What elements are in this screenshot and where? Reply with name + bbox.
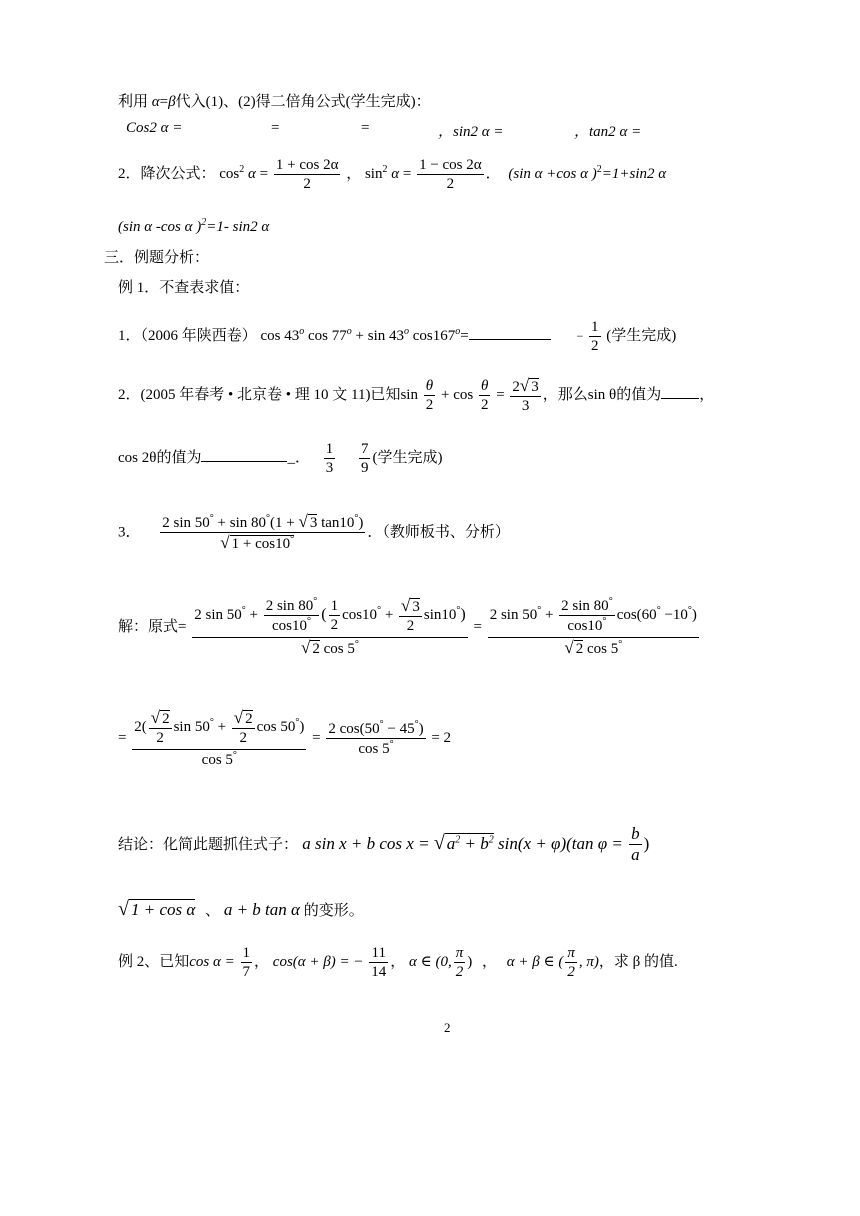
answer-blank[interactable] [469,339,551,340]
solution-step-2: = 2( $\frac{√ 2}{2}$ sin 50° + $\frac{√ 2}{2}$ cos 50°) cos 5° = $\frac{2 \cos(50^\circ - 45^\circ)}{\cos 5^\circ}$ = 2 [118,708,452,769]
answer-blank-cos2[interactable] [201,461,287,462]
solution-step-1: 解：原式= 2 sin 50° + $\frac{2 \sin 80^\circ}{\cos 10^\circ}$ ( $\frac{1}{2}$ cos10° + $\frac{√ 3}{2}$ sin10°) √ 2 cos 5° = 2 sin 50° + $\frac{2 \sin 80^\circ}{\cos 10^\circ}$ cos(60° −10°) √ 2 cos 5° [118,596,697,658]
question-3: 3． $\frac{2 \sin 50^\circ + \sin 80^\circ(1 + √ 3 \tan 10^\circ)}{√ 1 + \cos 10^\circ}$ ．（教师板书、分析） [118,512,510,553]
cos2-fraction: $\frac{1 + \cos 2\alpha}{2}$ [275,157,339,192]
line-double-angle-blanks: Cos2 α = = = ，sin2 α = ，tan2 α = [126,120,642,140]
answer-half-fraction: $\frac{1}{2}$ [591,319,599,354]
line-identity-2: (sin α -cos α )$^2$=1- sin2 α [118,217,270,235]
answer-blank-sin[interactable] [661,398,699,399]
question-2-cont: cos 2θ的值为 _． $\frac{1}{3}$ $\frac{7}{9}$ (学生完成) [118,441,443,476]
line-substitution: 利用 α=β代入(1)、(2)得二倍角公式(学生完成)： [118,94,431,110]
question-2: 2．(2005 年春考 • 北京卷 • 理 10 文 11)已知sin $\frac{\theta}{2}$ + cos $\frac{\theta}{2}$ = $\frac{2√ 3}{3}$ ，那么sin θ的值为 ， [118,376,715,415]
section-heading-examples: 三．例题分析： [104,250,210,266]
q3-expression: $\frac{2 \sin 50^\circ + \sin 80^\circ(1 + √ 3 \tan 10^\circ)}{√ 1 + \cos 10^\circ}$ [162,512,364,553]
solution-fraction-4: $\frac{2 \cos(50^\circ - 45^\circ)}{\cos 5^\circ}$ [328,719,424,758]
solution-fraction-1: 2 sin 50° + $\frac{2 \sin 80^\circ}{\cos 10^\circ}$ ( $\frac{1}{2}$ cos10° + $\frac{√ 3}{2}$ sin10°) √ 2 cos 5° [194,596,466,658]
conclusion-cont: √ 1 + cos α 、 a + b tan α 的变形。 [118,898,364,920]
question-1: 1．（2006 年陕西卷） cos 43$^o$ cos 77$^o$ + sin 43$^o$ $\cos 167^o=$ − $\frac{1}{2}$ (学生完成) [118,319,677,354]
line-power-reduction: 2．降次公式： $\cos^2 \alpha$ = $\frac{1 + \cos 2\alpha}{2}$ ， $\sin^2 \alpha$ = $\frac{1 - \cos 2\alpha}{2}$ ． (sin α +cos α )$^2$=1+sin2 α [118,157,667,192]
conclusion: 结论：化简此题抓住式子： a sin x + b cos x = √ $a^2 + b^2$ sin(x + φ)(tan φ = $\frac{b}{a}$ ) [118,824,650,865]
example-1-heading: 例 1．不查表求值： [118,280,250,296]
solution-fraction-2: 2 sin 50° + $\frac{2 \sin 80^\circ}{\cos 10^\circ}$ cos(60° −10°) √ 2 cos 5° [489,596,697,658]
sin2-fraction: $\frac{1 - \cos 2\alpha}{2}$ [419,157,482,192]
page-number: 2 [444,1020,451,1035]
two-root3-over-3: $\frac{2√ 3}{3}$ [512,376,539,415]
solution-fraction-3: 2( $\frac{√ 2}{2}$ sin 50° + $\frac{√ 2}{2}$ cos 50°) cos 5° [134,708,305,769]
example-2: 例 2、已知cos α = $\frac{1}{7}$ ， cos(α + β) = − $\frac{11}{14}$ ， α ∈ (0, $\frac{\pi}{2}$ ) ， α + β ∈ ( $\frac{\pi}{2}$ , π)，求 β 的值. [118,945,678,980]
